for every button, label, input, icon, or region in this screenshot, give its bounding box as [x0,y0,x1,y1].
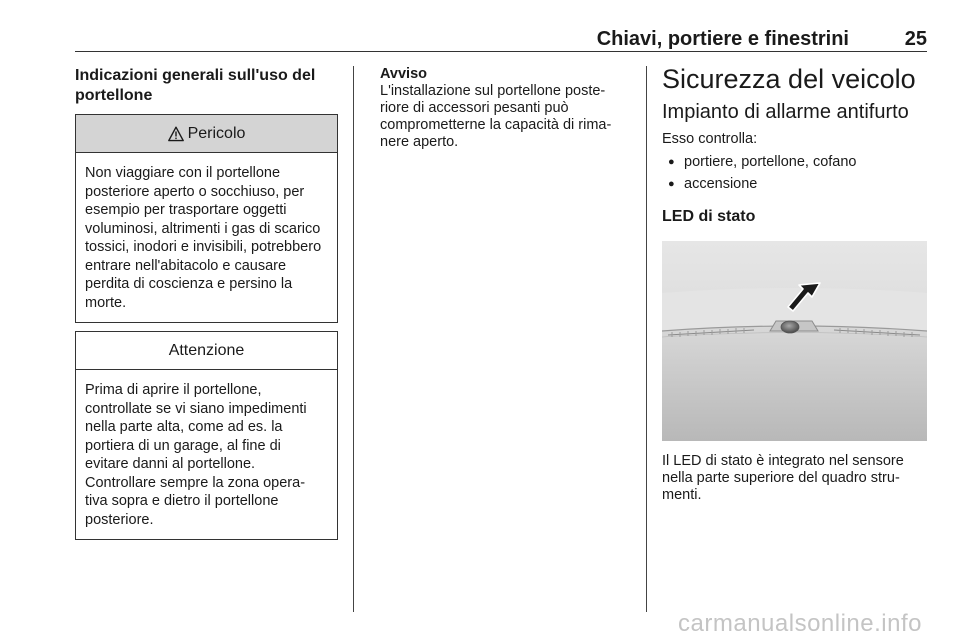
alarm-intro: Esso controlla: [662,131,758,147]
danger-box-header [76,115,337,153]
alarm-subtitle: Impianto di allarme antifurto [662,101,909,123]
led-sensor-illustration [662,241,927,441]
danger-text: Non viaggiare con il portellone posteriore aperto o socchiuso, per esempio per trasportare oggetti voluminosi, altrimenti i gas di scarico tossici, inodori e invisibili, potrebbero entrare nell'abitacolo e causare perdita di coscienza e persino la morte. [85,165,322,311]
watermark: carmanualsonline.info [678,610,922,637]
led-caption: Il LED di stato è integrato nel sensore nella parte superiore del quadro stru- menti. [662,453,904,503]
monitored-list [662,151,927,195]
section-main-title: Sicurezza del veicolo [662,64,916,94]
page-number: 25 [904,28,927,50]
header-rule [75,51,927,52]
column-3 [662,66,927,504]
column-divider-1 [353,66,354,612]
column-2 [380,66,632,151]
header-title: Chiavi, portiere e finestrini [596,28,849,50]
danger-label: Pericolo [187,124,246,142]
warning-triangle-icon [168,126,184,142]
page-header [75,28,927,52]
danger-box [75,114,338,323]
caution-box [75,331,338,540]
list-item: ● portiere, portellone, cofano [662,151,927,173]
notice-title: Avviso [380,66,428,82]
list-item: ● accensione [662,173,927,195]
led-heading: LED di stato [662,208,756,225]
caution-text: Prima di aprire il portellone, controllate se vi siano impedimenti nella parte alta, come ad es. la portiera di un garage, al fine di evitare danni al portellone. Controllare sempre la zona opera- tiva sopra e dietro il portellone posteriore. [85,382,307,528]
notice-text: L'installazione sul portellone poste- riore di accessori pesanti può comprometterne la capacità di rima- nere aperto. [380,83,612,150]
column-divider-2 [646,66,647,612]
column-1 [75,66,338,540]
caution-box-header [76,332,337,370]
caution-label: Attenzione [168,341,245,359]
tailgate-heading: Indicazioni generali sull'uso del portellone [75,67,316,104]
